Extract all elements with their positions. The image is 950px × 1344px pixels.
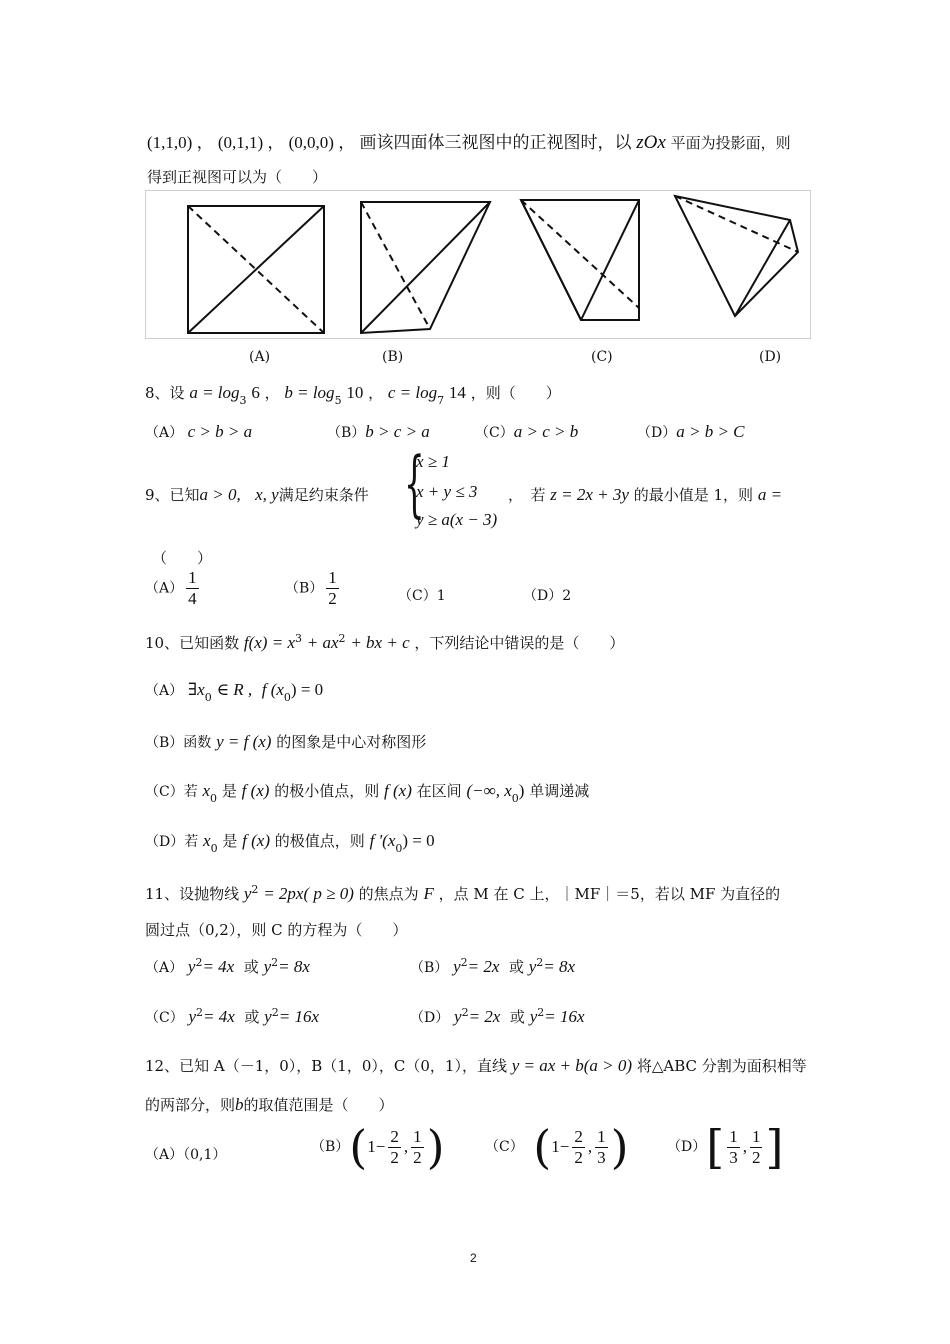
q10-option-a: （A） $\exists x_0$ ∈ R , f $(x_0) = 0$: [145, 680, 324, 704]
q12-stem: 12、已知 A（－1，0），B（1，0），C（0，1），直线 y = ax + b(a > 0) 将△ABC 分割为面积相等: [145, 1056, 807, 1075]
q9-stem-end: ， 若 z = 2x + 3y 的最小值是 1，则 a =: [508, 485, 783, 504]
q12-option-a: （A）（0,1）: [145, 1147, 227, 1163]
q12-option-b: （B）(1− $\frac{2}{2}$ , $\frac{1}{2}$ ): [311, 1120, 445, 1174]
figure-label-a: (A): [249, 349, 271, 365]
q7-figure: [145, 190, 811, 340]
figure-label-b: (B): [382, 349, 404, 365]
q9-brace: {: [404, 441, 425, 525]
q12-option-d: （D）[ $\frac{1}{3}$ , $\frac{1}{2}$ ]: [667, 1120, 784, 1174]
q10-stem: 10、已知函数 $f(x) = x^3 + ax^2$ + bx + c ，下列结论中错误的是（ ）: [145, 632, 625, 652]
q9-constraint-3: y ≥ a(x − 3): [416, 510, 498, 529]
q9-option-b: （B） $\frac{1}{2}$: [285, 568, 337, 608]
q10-option-c: （C）若 $x_0$ 是 f (x) 的极小值点，则 f (x) 在区间 (−∞, $x_0$) 单调递减: [145, 781, 590, 805]
q9-constraint-2: x + y ≤ 3: [416, 482, 478, 501]
q8-option-d: （D）a > b > C: [637, 422, 745, 441]
q12-option-c: （C） (1− $\frac{2}{2}$ , $\frac{1}{3}$ ): [485, 1120, 629, 1174]
q9-option-c: （C）1: [398, 588, 446, 604]
q10-option-b: （B）函数 y = f (x) 的图象是中心对称图形: [145, 732, 427, 751]
figure-label-c: (C): [591, 349, 613, 365]
q11-option-c: （C） $y^2= 4x$ 或 $y^2= 16x$: [145, 1006, 319, 1026]
q7-line1: (1,1,0) ， (0,1,1) ， (0,0,0) ， 画该四面体三视图中的正视图时，以 zOx 平面为投影面，则: [147, 132, 791, 153]
q11-line2: 圆过点（0,2），则 C 的方程为（ ）: [145, 921, 408, 939]
q7-line2: 得到正视图可以为（ ）: [147, 168, 328, 186]
q9-paren: （ ）: [152, 549, 213, 567]
q12-line2: 的两部分，则b的取值范围是（ ）: [145, 1095, 394, 1114]
q10-option-d: （D）若 $x_0$ 是 f (x) 的极值点，则 f '$(x_0) = 0$: [145, 831, 435, 855]
page-number: 2: [470, 1251, 477, 1265]
q9-option-d: （D）2: [523, 588, 572, 604]
q8-option-b: （B）b > c > a: [327, 422, 430, 441]
q9-stem: 9、已知a > 0, x, y满足约束条件: [145, 485, 369, 504]
q8-option-c: （C）a > c > b: [475, 422, 579, 441]
q11-option-d: （D） $y^2= 2x$ 或 $y^2= 16x$: [410, 1006, 585, 1026]
q9-constraint-1: x ≥ 1: [416, 452, 450, 471]
q8-option-a: （A） c > b > a: [145, 422, 253, 441]
q8-stem: 8、设 $a = \log_3 6$ ， $b = \log_5 10$ ， $c = \log_7 14$ ，则（ ）: [145, 383, 561, 407]
q9-option-a: （A） $\frac{1}{4}$: [145, 568, 197, 608]
q7-plane: zOx: [636, 132, 666, 153]
q11-option-a: （A） $y^2= 4x$ 或 $y^2= 8x$: [145, 956, 310, 976]
q11-stem: 11、设抛物线 $y^2 = 2px$( p ≥ 0) 的焦点为 F ，点 M 在 C 上，｜MF｜＝5，若以 MF 为直径的: [145, 883, 781, 903]
figure-label-d: (D): [759, 349, 782, 365]
q11-option-b: （B） $y^2= 2x$ 或 $y^2= 8x$: [410, 956, 576, 976]
